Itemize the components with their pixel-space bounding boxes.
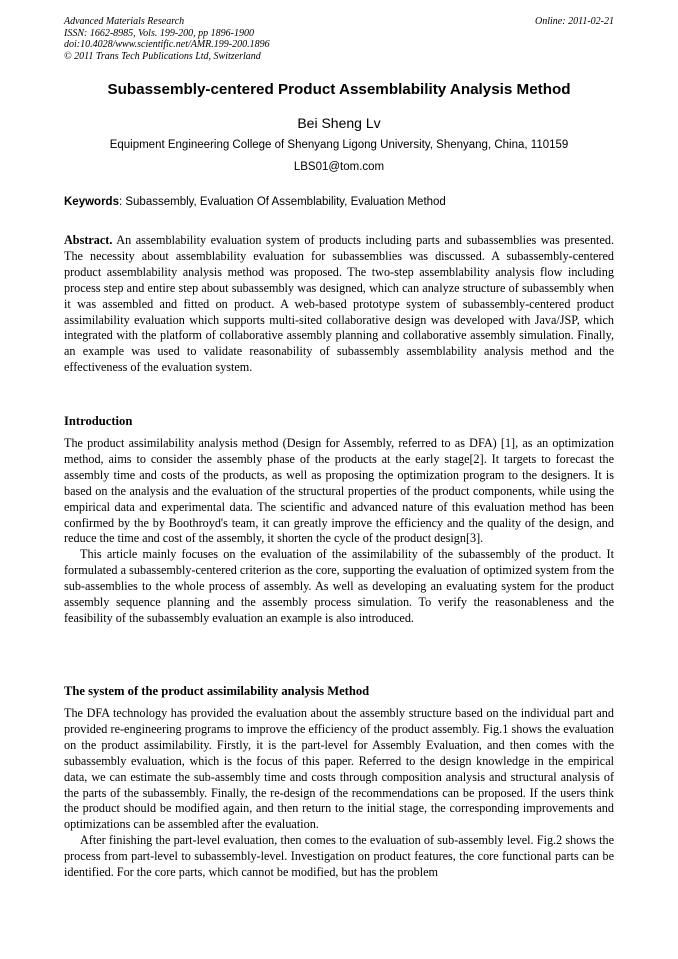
section-heading-introduction: Introduction: [64, 414, 133, 428]
online-date: Online: 2011-02-21: [535, 16, 614, 27]
paragraph: After finishing the part-level evaluation, then comes to the evaluation of sub-assembly level. Fig.2 shows the process from part-level to subassembly-level. Investigation on product features, the core functional parts can be identified. For the core parts, which cannot be modified, but has the problem: [64, 833, 614, 880]
keywords: [64, 194, 446, 210]
author-name: Bei Sheng Lv: [297, 115, 381, 131]
keywords-text: : Subassembly, Evaluation Of Assemblability, Evaluation Method: [118, 196, 446, 208]
doi-line: doi:10.4028/www.scientific.net/AMR.199-200.1896: [64, 39, 270, 50]
journal-header: [64, 16, 270, 62]
author-email: LBS01@tom.com: [293, 161, 385, 173]
paper-title: Subassembly-centered Product Assemblability Analysis Method: [107, 81, 571, 98]
paragraph: This article mainly focuses on the evaluation of the assimilability of the subassembly of the product. It formulated a subassembly-centered criterion as the core, supporting the evaluation of optimized system from the sub-assemblies to the whole process of assembly. As well as developing an evaluating system for the product assembly sequence planning and the assembly process simulation. To verify the reasonableness and the feasibility of the subassembly evaluation an example is also introduced.: [64, 547, 614, 625]
abstract-text: An assemblability evaluation system of products including parts and subassemblies was presented. The necessity about assemblability evaluation for subassemblies was discussed. A subassembly-centered product assemblability analysis method was proposed. The two-step assemblability analysis flow including process step and entire step about subassembly was designed, which can analyze structure of subassembly when it was assembled and fitted on product. A web-based prototype system of subassembly-centered product assimilability evaluation which supports multi-sited collaborative design was developed with Java/JSP, which integrated with the platform of collaborative assembly planning and collaborative assembly simulation. Finally, an example was used to validate reasonability of subassembly assemblability analysis method and the effectiveness of the evaluation system.: [64, 233, 614, 375]
issn-line: ISSN: 1662-8985, Vols. 199-200, pp 1896-1900: [64, 27, 254, 39]
paragraph: The DFA technology has provided the evaluation about the assembly structure based on the individual part and provided re-engineering programs to improve the efficiency of the product assembly. Fig.1 shows the evaluation on the product assimilability. Firstly, it is the part-level for Assembly Evaluation, and then comes with the subassembly evaluation, which is the focus of this paper. Referred to the design knowledge in the empirical data, we can estimate the sub-assembly time and costs through composition analysis and structural analysis of the parts of the subassembly. Finally, the re-design of the recommendations can be proposed. If the users think the product should be modified again, and then return to the initial stage, the corresponding improvements and optimizations can be assembled after the evaluation.: [64, 706, 614, 832]
abstract: [64, 233, 614, 376]
affiliation: Equipment Engineering College of Shenyang Ligong University, Shenyang, China, 110159: [109, 139, 569, 151]
system-body: [64, 706, 614, 881]
copyright-line: © 2011 Trans Tech Publications Ltd, Switzerland: [64, 50, 261, 62]
journal-name: Advanced Materials Research: [64, 16, 185, 27]
section-heading-system: The system of the product assimilability analysis Method: [64, 684, 370, 698]
introduction-body: [64, 436, 614, 627]
keywords-label: Keywords: [64, 196, 119, 208]
paragraph: The product assimilability analysis method (Design for Assembly, referred to as DFA) [1], as an optimization method, aims to consider the assembly phase of the products at the early stage[2]. It targets to forecast the assembly time and costs of the products, as well as proposing the optimization program to the designers. It is based on the analysis and the evaluation of the structural properties of the product components, while using the empirical data and experimental data. The scientific and advanced nature of this evaluation method has been confirmed by the by Boothroyd's team, it can greatly improve the efficiency and the quality of the design, and reduce the time and cost of the assembly, it shorten the cycle of the product design[3].: [64, 436, 614, 546]
abstract-label: Abstract.: [64, 233, 113, 247]
